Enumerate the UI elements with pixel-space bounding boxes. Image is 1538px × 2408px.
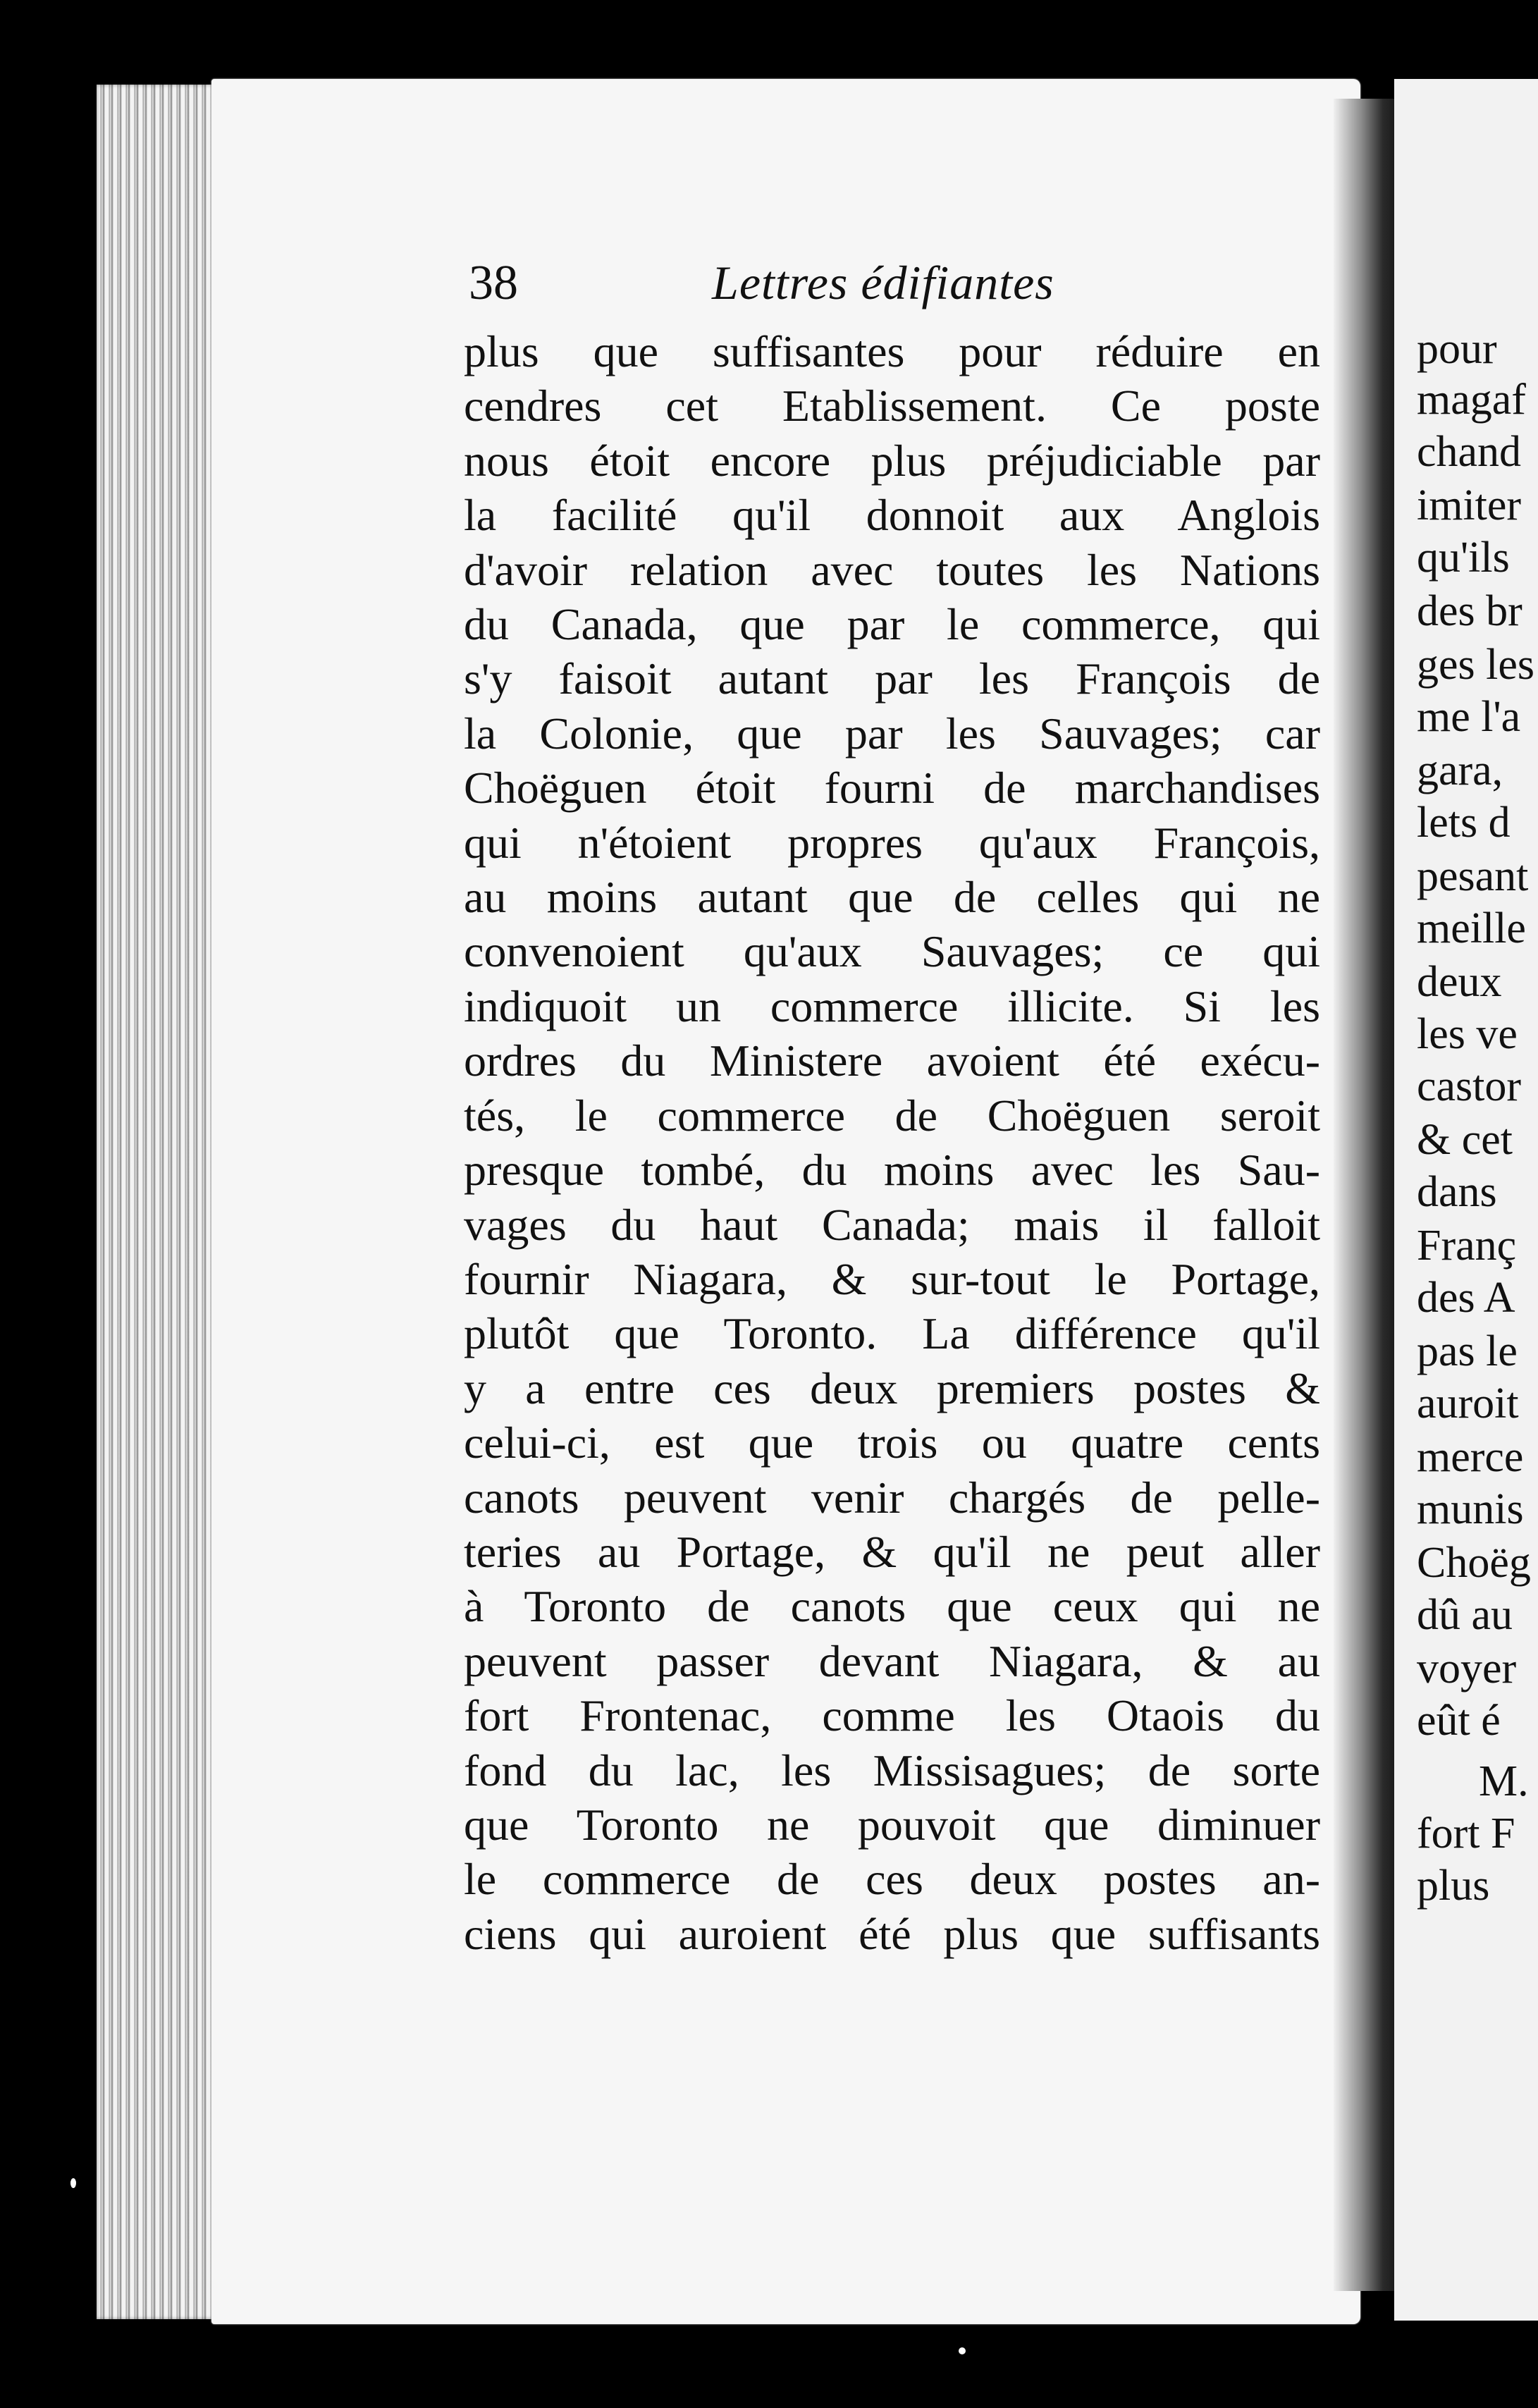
facing-line: munis (1417, 1485, 1524, 1533)
text-line: la facilité qu'il donnoit aux Anglois (464, 490, 1320, 541)
facing-line: plus (1417, 1862, 1490, 1910)
text-line: cendres cet Etablissement. Ce poste (464, 381, 1320, 431)
facing-line: pesant (1417, 852, 1529, 900)
facing-line: chand (1417, 428, 1522, 476)
facing-line: magaf (1417, 376, 1526, 424)
text-line: fort Frontenac, comme les Otaois du (464, 1690, 1320, 1741)
main-text-block (464, 324, 1320, 1961)
text-line: la Colonie, que par les Sauvages; car (464, 708, 1320, 758)
facing-line: pas le (1417, 1327, 1518, 1375)
facing-line: deux (1417, 958, 1502, 1006)
text-line: fournir Niagara, & sur-tout le Portage, (464, 1253, 1320, 1304)
text-line: vages du haut Canada; mais il falloit (464, 1199, 1320, 1250)
facing-line: eût é (1417, 1697, 1501, 1745)
text-line: tés, le commerce de Choëguen seroit (464, 1090, 1320, 1141)
text-line: canots peuvent venir chargés de pelle- (464, 1472, 1320, 1523)
facing-line: voyer (1417, 1645, 1517, 1693)
text-line: plutôt que Toronto. La différence qu'il (464, 1308, 1320, 1359)
facing-line: meille (1417, 904, 1526, 952)
text-line: peuvent passer devant Niagara, & au (464, 1635, 1320, 1686)
text-line: teries au Portage, & qu'il ne peut aller (464, 1526, 1320, 1577)
text-line: qui n'étoient propres qu'aux François, (464, 817, 1320, 868)
facing-line: des br (1417, 587, 1522, 635)
text-line: d'avoir relation avec toutes les Nations (464, 544, 1320, 595)
right-page-fragment (1394, 79, 1538, 2321)
facing-line: les ve (1417, 1010, 1518, 1058)
text-line: au moins autant que de celles qui ne (464, 872, 1320, 923)
text-line: le commerce de ces deux postes an- (464, 1854, 1320, 1905)
page-number: 38 (469, 256, 518, 310)
facing-line: imiter (1417, 481, 1522, 529)
text-line: du Canada, que par le commerce, qui (464, 599, 1320, 650)
text-line: ciens qui auroient été plus que suffisants (464, 1908, 1320, 1959)
text-line: presque tombé, du moins avec les Sau- (464, 1145, 1320, 1196)
text-line: plus que suffisantes pour réduire en (464, 326, 1320, 376)
facing-line: Franç (1417, 1222, 1517, 1270)
text-line: que Toronto ne pouvoit que diminuer (464, 1799, 1320, 1850)
facing-line: & cet (1417, 1116, 1513, 1164)
facing-line: qu'ils (1417, 534, 1510, 582)
facing-line: auroit (1417, 1380, 1519, 1427)
text-line: celui-ci, est que trois ou quatre cents (464, 1418, 1320, 1468)
facing-line: pour (1417, 325, 1497, 373)
facing-line: me l'a (1417, 693, 1521, 741)
page-block-edge (97, 85, 223, 2319)
facing-line: M. (1479, 1757, 1529, 1805)
text-line: fond du lac, les Missisagues; de sorte (464, 1745, 1320, 1795)
text-line: Choëguen étoit fourni de marchandises (464, 763, 1320, 813)
facing-line: fort F (1417, 1810, 1515, 1857)
running-header (469, 255, 1075, 319)
scan-speck (70, 2178, 76, 2188)
facing-line: dû au (1417, 1591, 1513, 1639)
facing-line: merce (1417, 1433, 1524, 1481)
book-gutter (1334, 99, 1404, 2291)
text-line: convenoient qu'aux Sauvages; ce qui (464, 926, 1320, 977)
scan-speck (959, 2347, 966, 2354)
running-title: Lettres édifiantes (712, 256, 1054, 309)
text-line: indiquoit un commerce illicite. Si les (464, 981, 1320, 1031)
facing-line: gara, (1417, 747, 1503, 794)
facing-line: dans (1417, 1168, 1497, 1216)
facing-line: lets d (1417, 799, 1511, 847)
text-line: ordres du Ministere avoient été exécu- (464, 1036, 1320, 1086)
facing-line: castor (1417, 1062, 1522, 1110)
facing-line: des A (1417, 1274, 1515, 1322)
text-line: nous étoit encore plus préjudiciable par (464, 435, 1320, 486)
facing-line: Choëg (1417, 1539, 1531, 1587)
text-line: à Toronto de canots que ceux qui ne (464, 1581, 1320, 1632)
text-line: s'y faisoit autant par les François de (464, 653, 1320, 704)
text-line: y a entre ces deux premiers postes & (464, 1363, 1320, 1413)
facing-line: ges les (1417, 641, 1535, 689)
